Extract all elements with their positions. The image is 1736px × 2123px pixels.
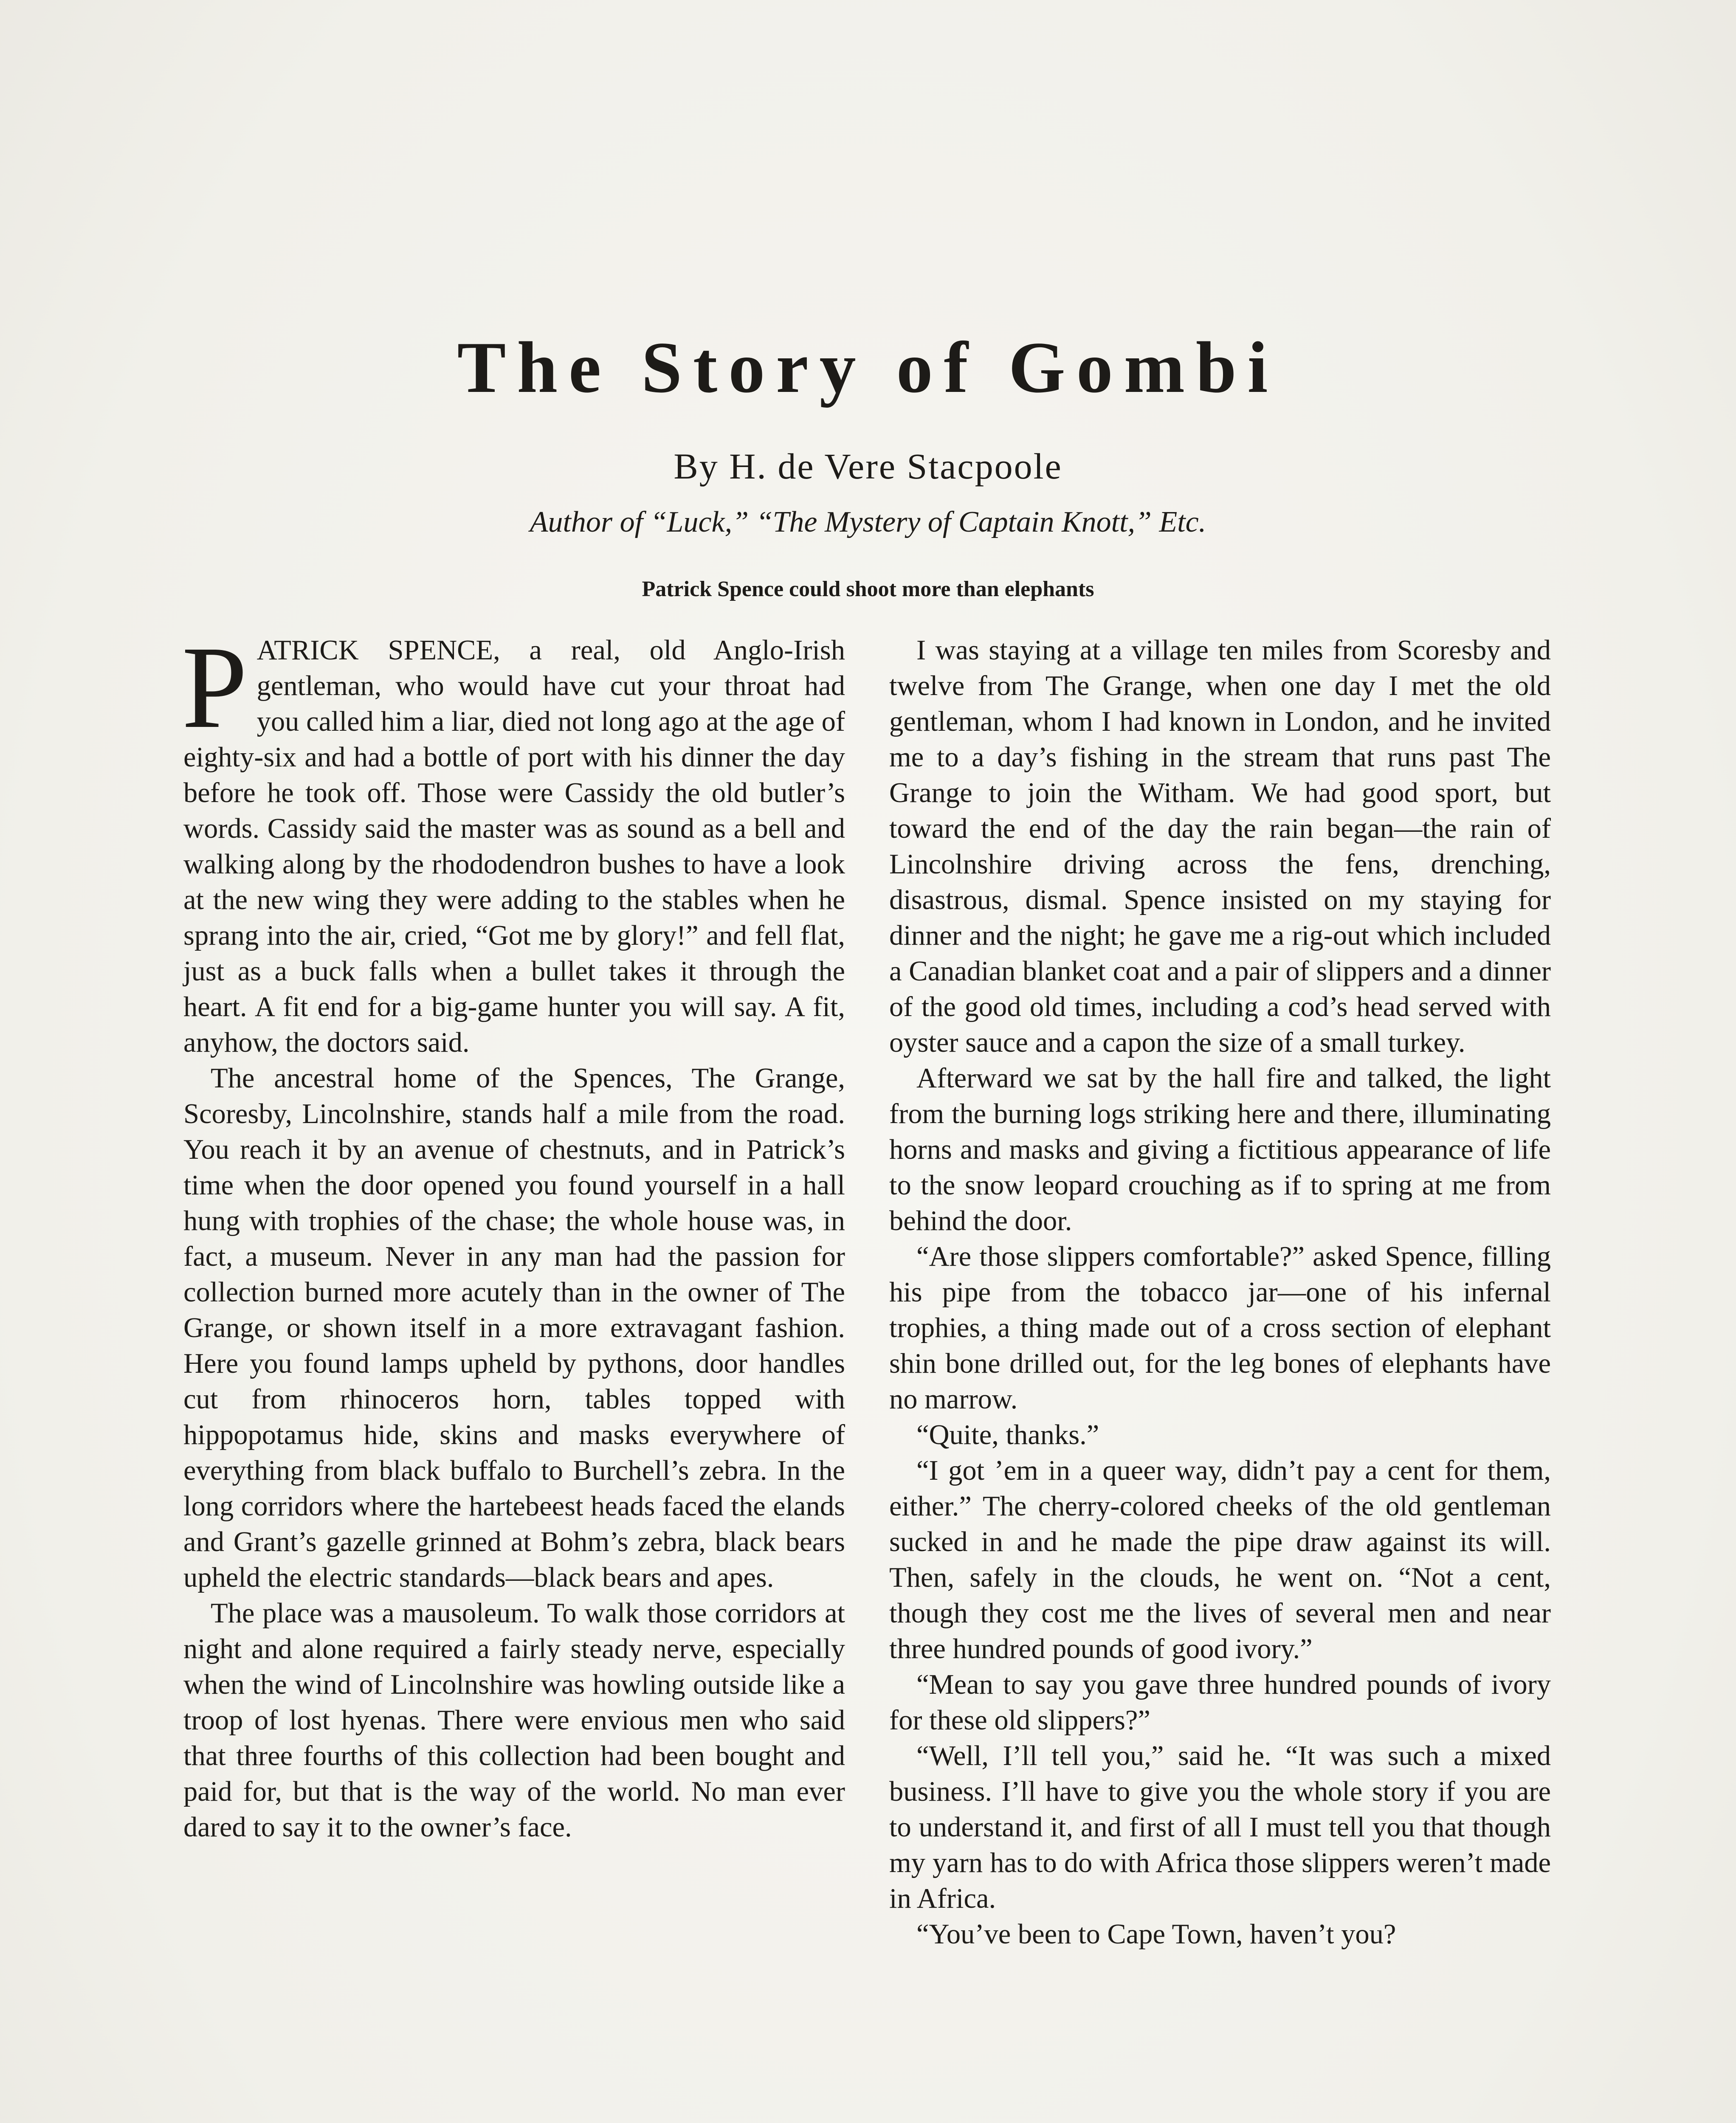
body-paragraph: “I got ’em in a queer way, didn’t pay a cent for them, either.” The cherry-colored cheeks of the old gentleman sucked in and he made the pipe draw against its will. Then, safely in the clouds, he went on. “Not a cent, though they cost me the lives of several men and near three hundred pounds of good ivory.” [889, 1455, 1551, 1664]
story-subhead: Patrick Spence could shoot more than elephants [642, 577, 1094, 601]
body-paragraph: “You’ve been to Cape Town, haven’t you? [916, 1919, 1396, 1950]
body-paragraph: “Well, I’ll tell you,” said he. “It was such a mixed business. I’ll have to give you the whole story if you are to understand it, and first of all I must tell you that though my yarn has to do with Africa those slippers weren’t made in Africa. [889, 1740, 1551, 1914]
left-column [182, 622, 845, 1845]
body-paragraph: The ancestral home of the Spences, The Grange, Scoresby, Lincolnshire, stands half a mile from the road. You reach it by an avenue of chestnuts, and in Patrick’s time when the door opened you found yourself in a hall hung with trophies of the chase; the whole house was, in fact, a museum. Never in any man had the passion for collection burned more acutely than in the owner of The Grange, or shown itself in a more extravagant fashion. Here you found lamps upheld by pythons, door handles cut from rhinoceros horn, tables topped with hippopotamus hide, skins and masks everywhere of everything from black buffalo to Burchell’s zebra. In the long corridors where the hartebeest heads faced the elands and Grant’s gazelle grinned at Bohm’s zebra, black bears upheld the electric standards—black bears and apes. [183, 1063, 845, 1593]
drop-cap: P [182, 622, 248, 753]
story-title: The Story of Gombi [457, 327, 1279, 408]
byline: By H. de Vere Stacpoole [674, 446, 1062, 487]
body-paragraph [182, 622, 845, 1061]
body-paragraph: “Mean to say you gave three hundred pounds of ivory for these old slippers?” [889, 1669, 1551, 1736]
body-paragraph: “Are those slippers comfortable?” asked Spence, filling his pipe from the tobacco jar—one of his infernal trophies, a thing made out of a cross section of elephant shin bone drilled out, for the leg bones of elephants have no marrow. [889, 1241, 1551, 1415]
right-column [889, 633, 1551, 1952]
author-credits: Author of “Luck,” “The Mystery of Captain Knott,” Etc. [530, 506, 1206, 538]
paragraph-text: ATRICK SPENCE, a real, old Anglo-Irish gentleman, who would have cut your throat had you called him a liar, died not long ago at the age of eighty-six and had a bottle of port with his dinner the day before he took off. Those were Cassidy the old butler’s words. Cassidy said the master was as sound as a bell and walking along by the rhododendron bushes to have a look at the new wing they were adding to the stables when he sprang into the air, cried, “Got me by glory!” and fell flat, just as a buck falls when a bullet takes it through the heart. A fit end for a big-game hunter you will say. A fit, anyhow, the doctors said. [183, 635, 845, 1058]
body-paragraph: The place was a mausoleum. To walk those corridors at night and alone required a fairly steady nerve, especially when the wind of Lincolnshire was howling outside like a troop of lost hyenas. There were envious men who said that three fourths of this collection had been bought and paid for, but that is the way of the world. No man ever dared to say it to the owner’s face. [183, 1598, 845, 1843]
body-paragraph: Afterward we sat by the hall fire and talked, the light from the burning logs striking here and there, illuminating horns and masks and giving a fictitious appearance of life to the snow leopard crouching as if to spring at me from behind the door. [889, 1063, 1551, 1236]
body-paragraph: I was staying at a village ten miles from Scoresby and twelve from The Grange, when one day I met the old gentleman, whom I had known in London, and he invited me to a day’s fishing in the stream that runs past The Grange to join the Witham. We had good sport, but toward the end of the day the rain began—the rain of Lincolnshire driving across the fens, drenching, disastrous, dismal. Spence insisted on my staying for dinner and the night; he gave me a rig-out which included a Canadian blanket coat and a pair of slippers and a dinner of the good old times, including a cod’s head served with oyster sauce and a capon the size of a small turkey. [889, 635, 1551, 1058]
body-paragraph: “Quite, thanks.” [916, 1419, 1099, 1450]
